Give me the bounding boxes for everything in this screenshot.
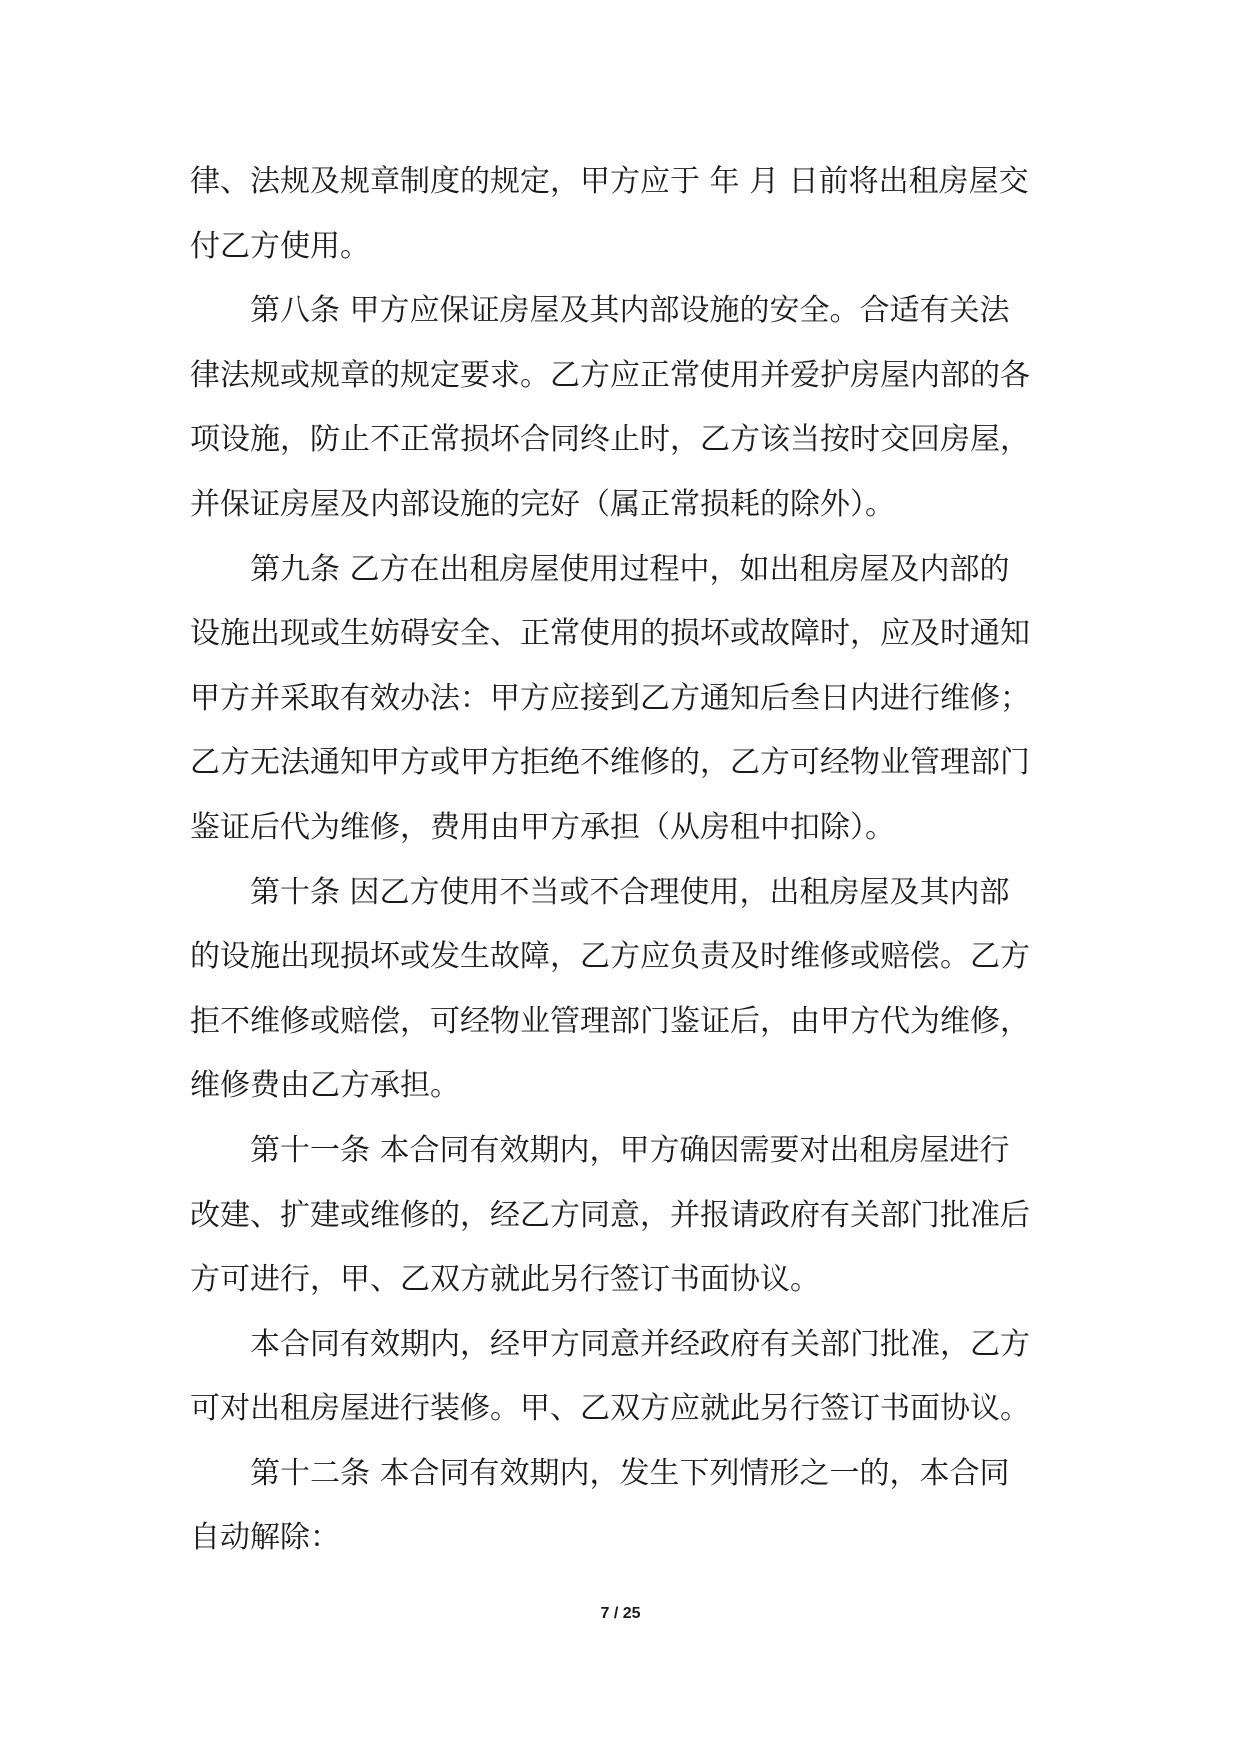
text-line: 并保证房屋及内部设施的完好（属正常损耗的除外）。 xyxy=(190,486,895,522)
text-line: 可对出租房屋进行装修。甲、乙双方应就此另行签订书面协议。 xyxy=(190,1391,1030,1427)
text-line: 改建、扩建或维修的，经乙方同意，并报请政府有关部门批准后 xyxy=(190,1197,1030,1233)
text-line: 自动解除： xyxy=(190,1520,340,1556)
paragraph-article-10 xyxy=(190,861,1050,1119)
text-line: 第九条 乙方在出租房屋使用过程中，如出租房屋及内部的 xyxy=(250,551,1010,587)
text-line: 的设施出现损坏或发生故障，乙方应负责及时维修或赔偿。乙方 xyxy=(190,939,1030,975)
paragraph-article-12 xyxy=(190,1442,1050,1571)
text-line: 律、法规及规章制度的规定，甲方应于 年 月 日前将出租房屋交 xyxy=(190,164,1029,199)
document-body xyxy=(190,150,1050,1571)
text-line: 设施出现或生妨碍安全、正常使用的损坏或故障时，应及时通知 xyxy=(190,616,1030,652)
paragraph-article-7-continued xyxy=(190,150,1050,279)
text-line: 乙方无法通知甲方或甲方拒绝不维修的，乙方可经物业管理部门 xyxy=(190,745,1030,781)
text-line: 第十一条 本合同有效期内，甲方确因需要对出租房屋进行 xyxy=(250,1132,1010,1168)
text-line: 本合同有效期内，经甲方同意并经政府有关部门批准，乙方 xyxy=(250,1326,1030,1362)
text-line: 第十条 因乙方使用不当或不合理使用，出租房屋及其内部 xyxy=(250,874,1010,910)
text-line: 第十二条 本合同有效期内，发生下列情形之一的，本合同 xyxy=(250,1455,1010,1491)
page-number: 7 / 25 xyxy=(600,1605,641,1622)
paragraph-article-8 xyxy=(190,279,1050,537)
paragraph-article-9 xyxy=(190,538,1050,861)
text-line: 拒不维修或赔偿，可经物业管理部门鉴证后，由甲方代为维修， xyxy=(190,1003,1030,1039)
text-line: 项设施，防止不正常损坏合同终止时，乙方该当按时交回房屋， xyxy=(190,422,1030,458)
text-line: 甲方并采取有效办法：甲方应接到乙方通知后叁日内进行维修； xyxy=(190,680,1030,716)
text-line: 鉴证后代为维修，费用由甲方承担（从房租中扣除）。 xyxy=(190,809,895,845)
text-line: 方可进行，甲、乙双方就此另行签订书面协议。 xyxy=(190,1262,820,1298)
text-line: 第八条 甲方应保证房屋及其内部设施的安全。合适有关法 xyxy=(250,293,1010,329)
paragraph-renovation xyxy=(190,1313,1050,1442)
paragraph-article-11 xyxy=(190,1119,1050,1313)
text-line: 付乙方使用。 xyxy=(190,228,370,264)
text-line: 维修费由乙方承担。 xyxy=(190,1068,460,1104)
text-line: 律法规或规章的规定要求。乙方应正常使用并爱护房屋内部的各 xyxy=(190,357,1030,393)
